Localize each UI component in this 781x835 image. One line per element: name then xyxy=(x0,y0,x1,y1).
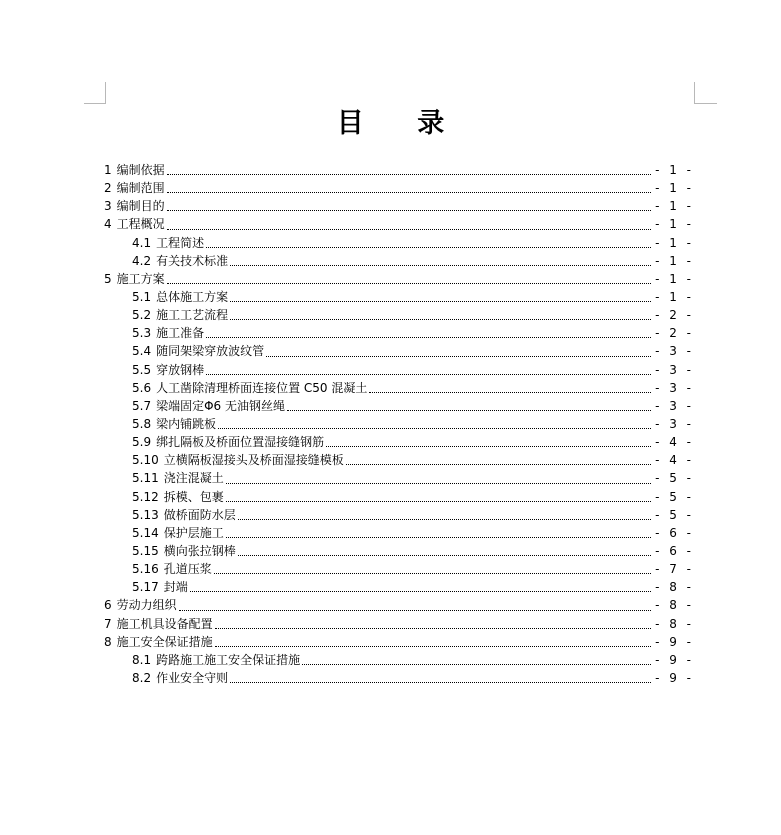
toc-entry-text: 施工准备 xyxy=(156,326,205,341)
toc-entry-page: - 2 - xyxy=(655,326,694,341)
toc-entry-number: 8 xyxy=(104,634,112,649)
dot-leader xyxy=(167,228,651,230)
toc-entry-page: - 1 - xyxy=(655,162,694,177)
toc-entry-number: 5.7 xyxy=(132,398,152,413)
dot-leader xyxy=(230,318,651,320)
toc-entry-text: 施工方案 xyxy=(116,271,165,286)
toc-entry-number: 8.2 xyxy=(132,670,152,685)
toc-entry[interactable] xyxy=(104,179,694,197)
toc-entry[interactable] xyxy=(104,506,694,524)
dot-leader xyxy=(287,409,651,411)
dot-leader xyxy=(190,590,651,592)
dot-leader xyxy=(238,554,651,556)
toc-entry-page: - 3 - xyxy=(655,416,694,431)
toc-entry-text: 总体施工方案 xyxy=(156,289,229,304)
toc-entry-number: 5.3 xyxy=(132,326,152,341)
dot-leader xyxy=(214,572,651,574)
toc-entry-text: 保护层施工 xyxy=(163,525,224,540)
toc-entry-page: - 4 - xyxy=(655,453,694,468)
toc-entry[interactable] xyxy=(104,324,694,342)
toc-entry-page: - 7 - xyxy=(655,562,694,577)
toc-entry[interactable] xyxy=(104,578,694,596)
toc-entry-number: 5.16 xyxy=(132,562,159,577)
dot-leader xyxy=(179,609,651,611)
toc-entry[interactable] xyxy=(104,433,694,451)
dot-leader xyxy=(230,300,651,302)
toc-entry-number: 7 xyxy=(104,616,112,631)
toc-entry-number: 5.9 xyxy=(132,435,152,450)
toc-entry[interactable] xyxy=(104,361,694,379)
toc-entry-page: - 5 - xyxy=(655,471,694,486)
toc-entry-number: 5.13 xyxy=(132,507,159,522)
toc-entry[interactable] xyxy=(104,451,694,469)
toc-entry-text: 立横隔板湿接头及桥面湿接缝模板 xyxy=(163,453,344,468)
toc-entry-number: 4.2 xyxy=(132,253,152,268)
toc-entry-text: 施工工艺流程 xyxy=(156,308,229,323)
toc-entry-number: 5.6 xyxy=(132,380,152,395)
toc-entry-text: 作业安全守则 xyxy=(156,670,229,685)
toc-entry-text: 编制目的 xyxy=(116,199,165,214)
toc-entry-text: 跨路施工施工安全保证措施 xyxy=(156,652,301,667)
toc-entry-page: - 3 - xyxy=(655,380,694,395)
toc-entry[interactable] xyxy=(104,397,694,415)
toc-entry-page: - 5 - xyxy=(655,507,694,522)
toc-entry-text: 横向张拉钢棒 xyxy=(163,543,236,558)
dot-leader xyxy=(369,391,651,393)
dot-leader xyxy=(226,536,651,538)
toc-entry-text: 有关技术标准 xyxy=(156,253,229,268)
toc-entry[interactable] xyxy=(104,560,694,578)
toc-entry-text: 施工安全保证措施 xyxy=(116,634,213,649)
toc-entry-text: 工程概况 xyxy=(116,217,165,232)
toc-entry-number: 2 xyxy=(104,181,112,196)
toc-entry[interactable] xyxy=(104,488,694,506)
toc-entry-text: 梁内铺跳板 xyxy=(156,416,217,431)
dot-leader xyxy=(346,463,651,465)
toc-entry-page: - 1 - xyxy=(655,181,694,196)
toc-entry-text: 拆模、包裹 xyxy=(163,489,224,504)
toc-entry[interactable] xyxy=(104,234,694,252)
toc-entry-page: - 1 - xyxy=(655,289,694,304)
toc-entry-text: 绑扎隔板及桥面位置湿接缝钢筋 xyxy=(156,435,325,450)
toc-entry-number: 3 xyxy=(104,199,112,214)
toc-entry-number: 1 xyxy=(104,162,112,177)
toc-entry-page: - 9 - xyxy=(655,652,694,667)
toc-entry[interactable] xyxy=(104,270,694,288)
toc-entry-page: - 8 - xyxy=(655,616,694,631)
toc-entry-number: 5 xyxy=(104,271,112,286)
toc-entry[interactable] xyxy=(104,306,694,324)
dot-leader xyxy=(226,482,651,484)
toc-entry-text: 施工机具设备配置 xyxy=(116,616,213,631)
toc-entry-page: - 3 - xyxy=(655,398,694,413)
toc-entry[interactable] xyxy=(104,342,694,360)
dot-leader xyxy=(167,282,651,284)
toc-entry-text: 编制依据 xyxy=(116,162,165,177)
toc-entry-text: 浇注混凝土 xyxy=(163,471,224,486)
toc-entry[interactable] xyxy=(104,469,694,487)
toc-entry[interactable] xyxy=(104,252,694,270)
toc-entry-number: 5.4 xyxy=(132,344,152,359)
toc-entry-number: 8.1 xyxy=(132,652,152,667)
toc-entry-text: 劳动力组织 xyxy=(116,598,177,613)
dot-leader xyxy=(206,373,651,375)
toc-entry-number: 5.12 xyxy=(132,489,159,504)
toc-entry-text: 梁端固定Φ6 无油钢丝绳 xyxy=(156,398,285,413)
toc-entry-page: - 1 - xyxy=(655,271,694,286)
dot-leader xyxy=(266,355,651,357)
toc-entry[interactable] xyxy=(104,524,694,542)
toc-entry-text: 做桥面防水层 xyxy=(163,507,236,522)
toc-entry-text: 工程简述 xyxy=(156,235,205,250)
toc-entry[interactable] xyxy=(104,415,694,433)
toc-entry[interactable] xyxy=(104,288,694,306)
toc-entry-page: - 6 - xyxy=(655,525,694,540)
crop-mark-top-right xyxy=(694,82,717,104)
dot-leader xyxy=(230,264,651,266)
toc-entry-number: 5.17 xyxy=(132,580,159,595)
toc-entry[interactable] xyxy=(104,615,694,633)
toc-entry-page: - 1 - xyxy=(655,253,694,268)
toc-entry-page: - 8 - xyxy=(655,580,694,595)
toc-entry-page: - 6 - xyxy=(655,543,694,558)
toc-entry[interactable] xyxy=(104,215,694,233)
toc-entry-number: 5.11 xyxy=(132,471,159,486)
toc-entry-page: - 4 - xyxy=(655,435,694,450)
toc-entry-page: - 3 - xyxy=(655,362,694,377)
dot-leader xyxy=(206,336,651,338)
toc-entry-number: 5.8 xyxy=(132,416,152,431)
dot-leader xyxy=(226,500,651,502)
toc-entry[interactable] xyxy=(104,596,694,614)
dot-leader xyxy=(238,518,651,520)
toc-entry-page: - 1 - xyxy=(655,217,694,232)
toc-title: 目 录 xyxy=(336,108,467,139)
toc-entry-page: - 2 - xyxy=(655,308,694,323)
toc-entry-page: - 1 - xyxy=(655,199,694,214)
toc-entry-number: 5.5 xyxy=(132,362,152,377)
toc-entry[interactable] xyxy=(104,669,694,687)
dot-leader xyxy=(215,627,651,629)
toc-entry-page: - 8 - xyxy=(655,598,694,613)
toc-entry-number: 5.14 xyxy=(132,525,159,540)
toc-entry-number: 6 xyxy=(104,598,112,613)
toc-entry-page: - 9 - xyxy=(655,670,694,685)
dot-leader xyxy=(218,427,651,429)
toc-entry[interactable] xyxy=(104,633,694,651)
toc-entry-page: - 9 - xyxy=(655,634,694,649)
toc-entry-page: - 3 - xyxy=(655,344,694,359)
dot-leader xyxy=(167,173,651,175)
toc-entry-number: 5.10 xyxy=(132,453,159,468)
toc-entry-text: 编制范围 xyxy=(116,181,165,196)
toc-entry[interactable] xyxy=(104,379,694,397)
toc-entry[interactable] xyxy=(104,542,694,560)
dot-leader xyxy=(215,645,651,647)
toc-entry-number: 4.1 xyxy=(132,235,152,250)
toc-entry-page: - 5 - xyxy=(655,489,694,504)
dot-leader xyxy=(167,209,651,211)
dot-leader xyxy=(167,191,651,193)
toc-entry[interactable] xyxy=(104,197,694,215)
dot-leader xyxy=(302,663,651,665)
toc-entry[interactable] xyxy=(104,651,694,669)
toc-entry-text: 人工凿除清理桥面连接位置 C50 混凝土 xyxy=(156,380,368,395)
toc-entry-text: 穿放钢棒 xyxy=(156,362,205,377)
toc-entry-text: 随同架梁穿放波纹管 xyxy=(156,344,265,359)
toc-entry[interactable] xyxy=(104,161,694,179)
toc-entry-text: 孔道压浆 xyxy=(163,562,212,577)
dot-leader xyxy=(206,246,651,248)
toc-entry-number: 5.15 xyxy=(132,543,159,558)
crop-mark-top-left xyxy=(84,82,106,104)
toc-entry-number: 5.1 xyxy=(132,289,152,304)
toc-entry-number: 4 xyxy=(104,217,112,232)
dot-leader xyxy=(230,681,651,683)
toc-entry-page: - 1 - xyxy=(655,235,694,250)
toc-entry-number: 5.2 xyxy=(132,308,152,323)
table-of-contents xyxy=(104,161,694,687)
dot-leader xyxy=(326,445,651,447)
toc-entry-text: 封端 xyxy=(163,580,188,595)
